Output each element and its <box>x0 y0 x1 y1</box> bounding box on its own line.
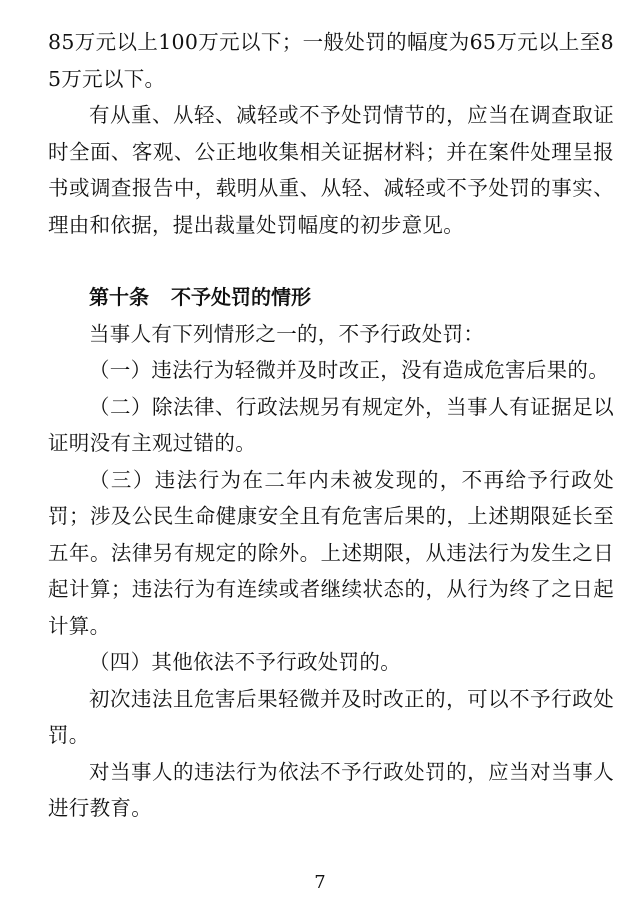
paragraph-penalty-range: 85万元以上100万元以下；一般处罚的幅度为65万元以上至85万元以下。 <box>48 30 614 91</box>
paragraph-intro: 当事人有下列情形之一的，不予行政处罚： <box>89 321 485 346</box>
list-item-1: （一）违法行为轻微并及时改正，没有造成危害后果的。 <box>89 358 609 382</box>
article-number: 第十条 <box>89 285 149 309</box>
list-item-3: （三）违法行为在二年内未被发现的，不再给予行政处罚；涉及公民生命健康安全且有危害后果的，上述期限延长至五年。法律另有规定的除外。上述期限，从违法行为发生之日起计算；违法行为有连续或者继续状态的，从行为终了之日起计算。 <box>48 467 614 638</box>
article-title: 不予处罚的情形 <box>171 285 311 309</box>
list-item-2: （二）除法律、行政法规另有规定外，当事人有证据足以证明没有主观过错的。 <box>48 394 614 455</box>
document-page <box>48 24 614 827</box>
paragraph-first-offense: 初次违法且危害后果轻微并及时改正的，可以不予行政处罚。 <box>48 686 614 747</box>
article-heading <box>48 279 614 316</box>
paragraph-education: 对当事人的违法行为依法不予行政处罚的，应当对当事人进行教育。 <box>48 759 614 820</box>
section-gap <box>48 243 614 279</box>
page-number: 7 <box>314 872 326 893</box>
list-item-4: （四）其他依法不予行政处罚的。 <box>89 650 401 674</box>
paragraph-evidence-collection: 有从重、从轻、减轻或不予处罚情节的，应当在调查取证时全面、客观、公正地收集相关证据材料；并在案件处理呈报书或调查报告中，载明从重、从轻、减轻或不予处罚的事实、理由和依据，提出裁量处罚幅度的初步意见。 <box>48 103 614 237</box>
